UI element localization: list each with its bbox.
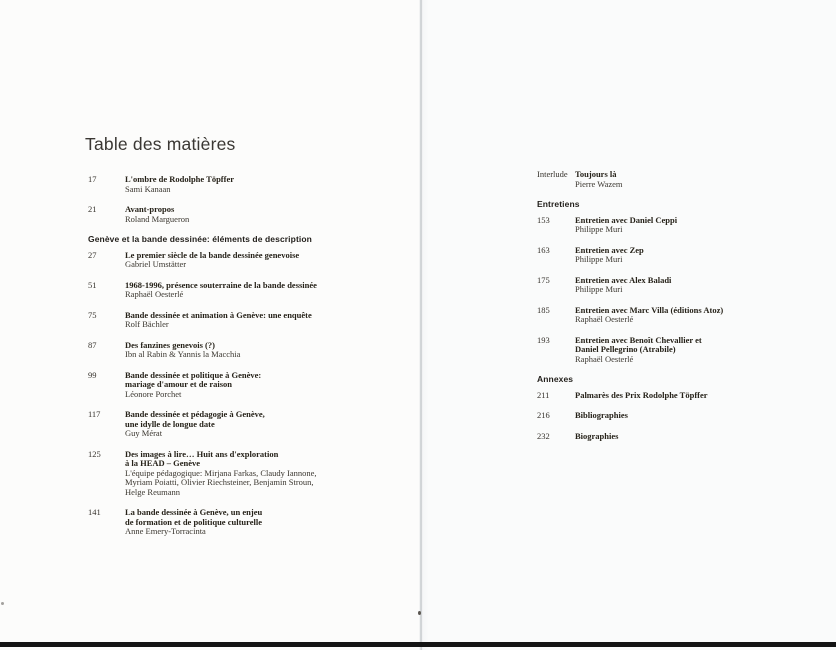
entry-title: Des fanzines genevois (?) — [125, 339, 215, 350]
entry-author: Guy Mérat — [125, 428, 163, 438]
entry-author: Rolf Bächler — [125, 319, 169, 329]
scan-bottom-edge — [0, 642, 836, 647]
toc-entry — [88, 410, 403, 439]
entry-author: Philippe Muri — [575, 254, 623, 264]
page-number: 21 — [88, 204, 97, 214]
page-number: 175 — [537, 274, 550, 285]
entry-title: Entretien avec Zep — [575, 244, 644, 255]
entry-title: Palmarès des Prix Rodolphe Töpffer — [575, 389, 708, 400]
toc-entry — [537, 411, 797, 421]
entry-author: Philippe Muri — [575, 224, 623, 234]
toc-entry — [537, 170, 797, 189]
entry-title: Bande dessinée et politique à Genève: — [125, 369, 262, 380]
entry-author: Léonore Porchet — [125, 388, 182, 399]
toc-right-column — [537, 170, 797, 452]
entry-title: 1968-1996, présence souterraine de la bande dessinée — [125, 279, 317, 290]
entry-author: Gabriel Umstätter — [125, 259, 187, 269]
page-number: 17 — [88, 174, 97, 184]
entry-title: Daniel Pellegrino (Atrabile) — [575, 344, 676, 354]
entry-author: Raphaël Oesterlé — [575, 353, 634, 364]
toc-entry — [88, 175, 403, 194]
toc-entry — [88, 251, 403, 270]
entry-title: à la HEAD – Genève — [125, 458, 201, 468]
toc-left-column — [88, 175, 403, 548]
entry-author: Pierre Wazem — [575, 178, 623, 189]
entry-author: Myriam Poiatti, Olivier Riechsteiner, Benjamin Stroun, — [125, 477, 314, 487]
toc-entry — [537, 336, 797, 365]
page-number: 51 — [88, 279, 97, 290]
entry-title: Entretien avec Alex Baladi — [575, 274, 672, 285]
toc-entry — [88, 281, 403, 300]
entry-title: Avant-propos — [125, 204, 175, 214]
page-number: 141 — [88, 507, 101, 517]
page-number: 117 — [88, 409, 101, 419]
toc-entry — [537, 391, 797, 401]
page-number: 216 — [537, 410, 550, 420]
entry-title: une idylle de longue date — [125, 418, 215, 429]
toc-entry — [537, 246, 797, 265]
entry-author: Raphaël Oesterlé — [575, 314, 634, 324]
toc-entry — [88, 311, 403, 330]
toc-entry — [88, 371, 403, 400]
scan-speck — [418, 611, 421, 615]
toc-entry — [537, 216, 797, 235]
section-heading: Annexes — [537, 374, 574, 384]
toc-entry — [88, 341, 403, 360]
entry-title: Bande dessinée et pédagogie à Genève, — [125, 409, 265, 419]
page-title: Table des matières — [85, 133, 236, 154]
entry-author: Anne Emery-Torracinta — [125, 526, 206, 536]
page-number: 99 — [88, 369, 97, 380]
entry-title: Des images à lire… Huit ans d'exploration — [125, 448, 279, 459]
page-number: 125 — [88, 448, 101, 459]
scan-speck — [1, 602, 4, 605]
entry-title: Entretien avec Benoît Chevallier et — [575, 334, 702, 345]
section-heading: Genève et la bande dessinée: éléments de description — [88, 234, 312, 244]
interlude-label: Interlude — [537, 169, 568, 179]
entry-title: mariage d'amour et de raison — [125, 379, 233, 389]
entry-title: Toujours là — [575, 169, 617, 179]
page-number: 185 — [537, 304, 550, 315]
entry-author: Sami Kanaan — [125, 183, 171, 194]
entry-title: Entretien avec Daniel Ceppi — [575, 214, 678, 225]
entry-title: L'ombre de Rodolphe Töpffer — [125, 174, 235, 184]
page-number: 232 — [537, 430, 550, 441]
entry-author: Ibn al Rabin & Yannis la Macchia — [125, 349, 241, 359]
page-number: 211 — [537, 389, 550, 400]
toc-entry — [88, 205, 403, 224]
toc-entry — [537, 306, 797, 325]
entry-title: Biographies — [575, 430, 619, 441]
entry-title: La bande dessinée à Genève, un enjeu — [125, 507, 263, 517]
toc-entry — [88, 508, 403, 537]
entry-title: Entretien avec Marc Villa (éditions Atoz) — [575, 304, 724, 315]
entry-author: Roland Margueron — [125, 213, 190, 224]
toc-entry — [537, 432, 797, 442]
page-number: 87 — [88, 339, 97, 350]
entry-author: L'équipe pédagogique: Mirjana Farkas, Claudy Iannone, — [125, 467, 317, 478]
page-number: 75 — [88, 309, 97, 320]
page-number: 27 — [88, 249, 97, 260]
page-number: 163 — [537, 244, 550, 255]
entry-author: Philippe Muri — [575, 284, 623, 294]
page-number: 193 — [537, 334, 550, 345]
toc-entry — [537, 276, 797, 295]
section-heading: Entretiens — [537, 199, 580, 209]
page-number: 153 — [537, 214, 550, 225]
entry-author: Raphaël Oesterlé — [125, 289, 184, 299]
entry-title: de formation et de politique culturelle — [125, 516, 263, 527]
page-gutter-line — [420, 0, 421, 646]
entry-author: Helge Reumann — [125, 486, 180, 497]
entry-title: Le premier siècle de la bande dessinée genevoise — [125, 249, 300, 260]
toc-entry — [88, 450, 403, 498]
entry-title: Bibliographies — [575, 410, 628, 420]
entry-title: Bande dessinée et animation à Genève: une enquête — [125, 309, 312, 320]
